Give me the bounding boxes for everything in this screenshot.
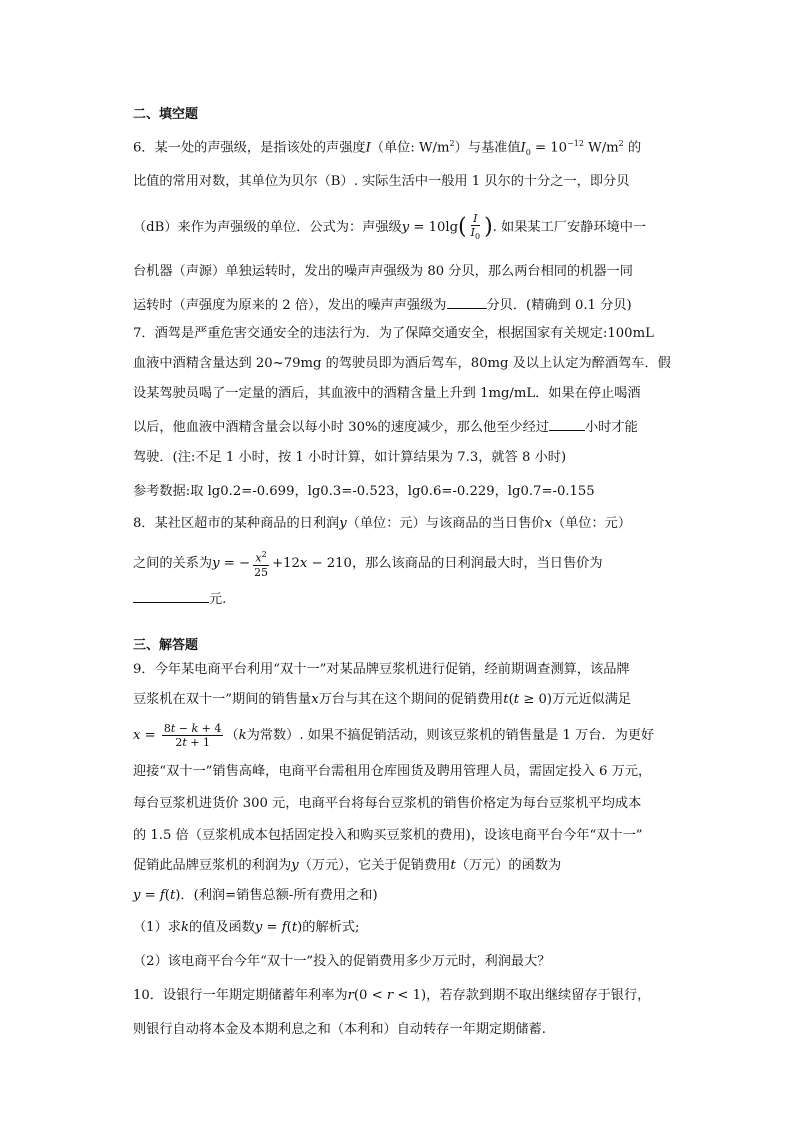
q6-line-4: 台机器（声源）单独运转时，发出的噪声声强级为 80 分贝，那么两台相同的机器一同 (133, 264, 633, 279)
q7-line-1: 7．酒驾是严重危害交通安全的违法行为．为了保障交通安全，根据国家有关规定:100mL (133, 326, 654, 341)
q9-part-1: （1）求k的值及函数y = f(t)的解析式; (133, 920, 360, 935)
answer-blank (447, 294, 487, 309)
q10-line-2: 则银行自动将本金及本期利息之和（本利和）自动转存一年期定期储蓄. (133, 1022, 547, 1037)
q9-line-5: 每台豆浆机进货价 300 元，电商平台将每台豆浆机的销售价格定为每台豆浆机平均成本 (133, 796, 642, 811)
q8-line-3: 元. (133, 588, 673, 610)
q9-line-4: 迎接“双十一”销售高峰，电商平台需租用仓库囤货及聘用管理人员，需固定投入 6 万元， (133, 764, 652, 779)
q6-line-3: （dB）来作为声强级的单位．公式为：声强级y = 10lg( $\frac{I}{I_0}$ ). 如果某工厂安静环境中一 (133, 212, 647, 242)
q7-line-5: 驾驶．(注:不足 1 小时，按 1 小时计算，如计算结果为 7.3，就答 8 小时) (133, 450, 567, 465)
q9-line-3: x = $\frac{8t - k + 4}{2t + 1}$ （k为常数）. 如果不搞促销活动，则该豆浆机的销售量是 1 万台．为更好 (133, 722, 655, 749)
section-heading-solutions: 三、解答题 (133, 638, 199, 653)
q6-line-1: 6．某一处的声强级，是指该处的声强度I（单位: $W/m^2$）与基准值$I_0 = 10^{-12}$ $W/m^2$ 的 (133, 139, 642, 158)
q7-line-2: 血液中酒精含量达到 20~79mg 的驾驶员即为酒后驾车，80mg 及以上认定为醉酒驾车．假 (133, 356, 671, 371)
q7-line-4: 以后，他血液中酒精含量会以每小时 30%的速度减少，那么他至少经过 小时才能 (133, 416, 673, 438)
q9-line-6: 的 1.5 倍（豆浆机成本包括固定投入和购买豆浆机的费用)，设该电商平台今年“双十一” (133, 828, 643, 843)
q9-line-2: 豆浆机在双十一”期间的销售量x万台与其在这个期间的促销费用t(t ≥ 0)万元近似满足 (133, 692, 632, 707)
answer-blank (549, 416, 585, 431)
q9-line-7: 促销此品牌豆浆机的利润为y（万元），它关于促销费用t（万元）的函数为 (133, 858, 562, 873)
q8-line-1: 8．某社区超市的某种商品的日利润y（单位：元）与该商品的当日售价x（单位：元） (133, 516, 632, 531)
q6-line-5: 运转时（声强度为原来的 2 倍），发出的噪声声强级为 分贝．(精确到 0.1 分贝) (133, 294, 673, 316)
q9-line-8: y = f(t)．(利润=销售总额-所有费用之和) (133, 888, 378, 903)
q7-line-3: 设某驾驶员喝了一定量的酒后，其血液中的酒精含量上升到 1mg/mL．如果在停止喝酒 (133, 386, 641, 401)
q9-part-2: （2）该电商平台今年“双十一”投入的促销费用多少万元时，利润最大？ (133, 954, 551, 969)
q6-line-2: 比值的常用对数，其单位为贝尔（B）. 实际生活中一般用 1 贝尔的十分之一，即分贝 (133, 174, 630, 189)
q8-line-2: 之间的关系为y = − $\frac{x^2}{25}$ +12x − 210，那么该商品的日利润最大时，当日售价为 (133, 550, 603, 579)
q10-line-1: 10．设银行一年期定期储蓄年利率为r(0 < r < 1)，若存款到期不取出继续留存于银行， (133, 988, 651, 1003)
q7-reference-data: 参考数据:取 lg0.2=-0.699，lg0.3=-0.523，lg0.6=-0.229，lg0.7=-0.155 (133, 484, 595, 499)
answer-blank (133, 588, 209, 603)
section-heading-fill-in: 二、填空题 (133, 107, 199, 122)
q9-line-1: 9．今年某电商平台利用“双十一”对某品牌豆浆机进行促销，经前期调查测算，该品牌 (133, 662, 630, 677)
